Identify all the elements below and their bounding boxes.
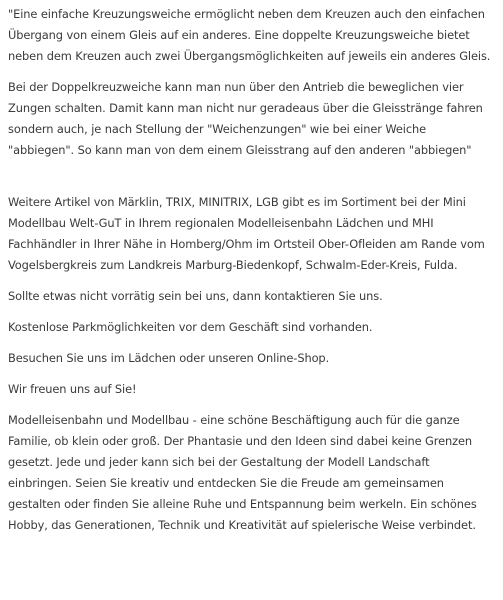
paragraph-besuchen: Besuchen Sie uns im Lädchen oder unseren Online-Shop. (8, 351, 330, 365)
paragraph-parken: Kostenlose Parkmöglichkeiten vor dem Geschäft sind vorhanden. (8, 320, 373, 334)
paragraph-kontakt: Sollte etwas nicht vorrätig sein bei uns, dann kontaktieren Sie uns. (8, 289, 383, 303)
paragraph-freuen: Wir freuen uns auf Sie! (8, 382, 137, 396)
paragraph-doppelkreuzweiche: Bei der Doppelkreuzweiche kann man nun über den Antrieb die beweglichen vier Zungen schalten. Damit kann man nicht nur geradeaus über die Gleisstränge fahren sondern auch, je nach Stellung der "Weichenzungen" wie bei einer Weiche "abbiegen". So kann man von dem einem Gleisstrang auf den anderen "abbiegen" (8, 80, 483, 157)
paragraph-weitere-artikel: Weitere Artikel von Märklin, TRIX, MINITRIX, LGB gibt es im Sortiment bei der Mini Modellbau Welt-GuT in Ihrem regionalen Modelleisenbahn Lädchen und MHI Fachhändler in Ihrer Nähe in Homberg/Ohm im Ortsteil Ober-Ofleiden am Rande vom Vogelsbergkreis zum Landkreis Marburg-Biedenkopf, Schwalm-Eder-Kreis, Fulda. (8, 195, 485, 272)
paragraph-kreuzungsweiche: "Eine einfache Kreuzungsweiche ermöglicht neben dem Kreuzen auch den einfachen Übergang von einem Gleis auf ein anderes. Eine doppelte Kreuzungsweiche bietet neben dem Kreuzen auch zwei Übergangsmöglichkeiten auf jeweils ein anderes Gleis. (8, 7, 491, 63)
paragraph-hobby: Modelleisenbahn und Modellbau - eine schöne Beschäftigung auch für die ganze Familie, ob klein oder groß. Der Phantasie und den Ideen sind dabei keine Grenzen gesetzt. Jede und jeder kann sich bei der Gestaltung der Modell Landschaft einbringen. Seien Sie kreativ und entdecken Sie die Freude am gemeinsamen gestalten oder finden Sie alleine Ruhe und Entspannung beim werkeln. Ein schönes Hobby, das Generationen, Technik und Kreativität auf spielerische Weise verbindet. (8, 413, 477, 532)
